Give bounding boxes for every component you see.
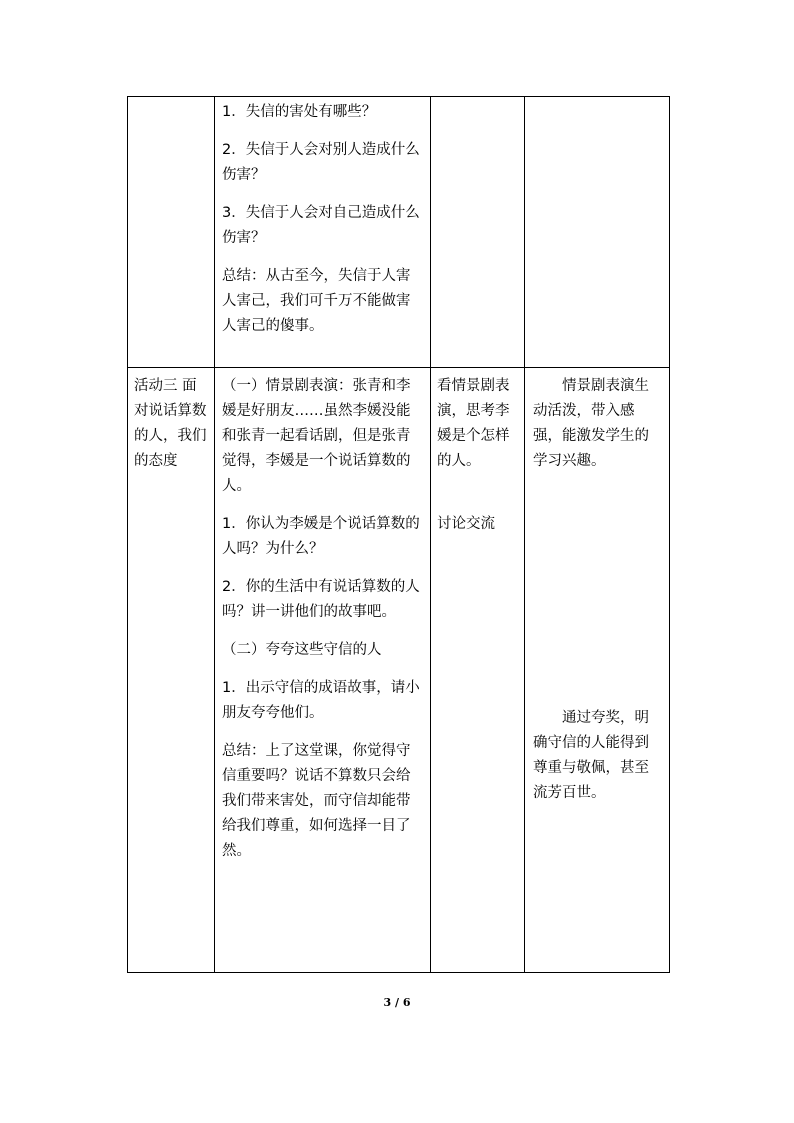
lesson-plan-table [127, 96, 670, 973]
summary-text: 总结：上了这堂课，你觉得守信重要吗？说话不算数只会给我们带来害处，而守信却能带给我们尊重，如何选择一目了然。 [222, 743, 411, 859]
question-3: 3．失信于人会对自己造成什么伤害？ [222, 205, 420, 246]
skit-intro: （一）情景剧表演：张青和李媛是好朋友……虽然李媛没能和张青一起看话剧，但是张青觉得，李媛是一个说话算数的人。 [222, 378, 411, 494]
design-intent-2: 通过夸奖，明确守信的人能得到尊重与敬佩，甚至流芳百世。 [533, 710, 649, 801]
table-row [128, 368, 670, 973]
activity-cell [128, 97, 215, 368]
activity-title: 活动三 面对说话算数的人，我们的态度 [134, 378, 207, 469]
student-activity-cell [431, 97, 525, 368]
question-2: 2．你的生活中有说话算数的人吗？讲一讲他们的故事吧。 [222, 579, 420, 620]
section-heading: （二）夸夸这些守信的人 [222, 642, 382, 658]
design-intent-1: 情景剧表演生动活泼，带入感强，能激发学生的学习兴趣。 [533, 378, 649, 469]
student-task-1: 看情景剧表演，思考李媛是个怎样的人。 [437, 378, 510, 469]
question-2: 2．失信于人会对别人造成什么伤害？ [222, 142, 420, 183]
question-1: 1．你认为李媛是个说话算数的人吗？为什么？ [222, 516, 420, 557]
teacher-activity-cell [215, 368, 431, 973]
activity-cell [128, 368, 215, 973]
student-activity-cell [431, 368, 525, 973]
design-intent-cell [525, 97, 670, 368]
table-row [128, 97, 670, 368]
page-number: 3 / 6 [383, 996, 411, 1009]
design-intent-cell [525, 368, 670, 973]
student-task-2: 讨论交流 [437, 516, 495, 532]
question-1: 1．失信的害处有哪些？ [222, 104, 377, 120]
summary-text: 总结：从古至今，失信于人害人害己，我们可千万不能做害人害己的傻事。 [222, 268, 411, 334]
idiom-task: 1．出示守信的成语故事，请小朋友夸夸他们。 [222, 680, 420, 721]
teacher-activity-cell [215, 97, 431, 368]
